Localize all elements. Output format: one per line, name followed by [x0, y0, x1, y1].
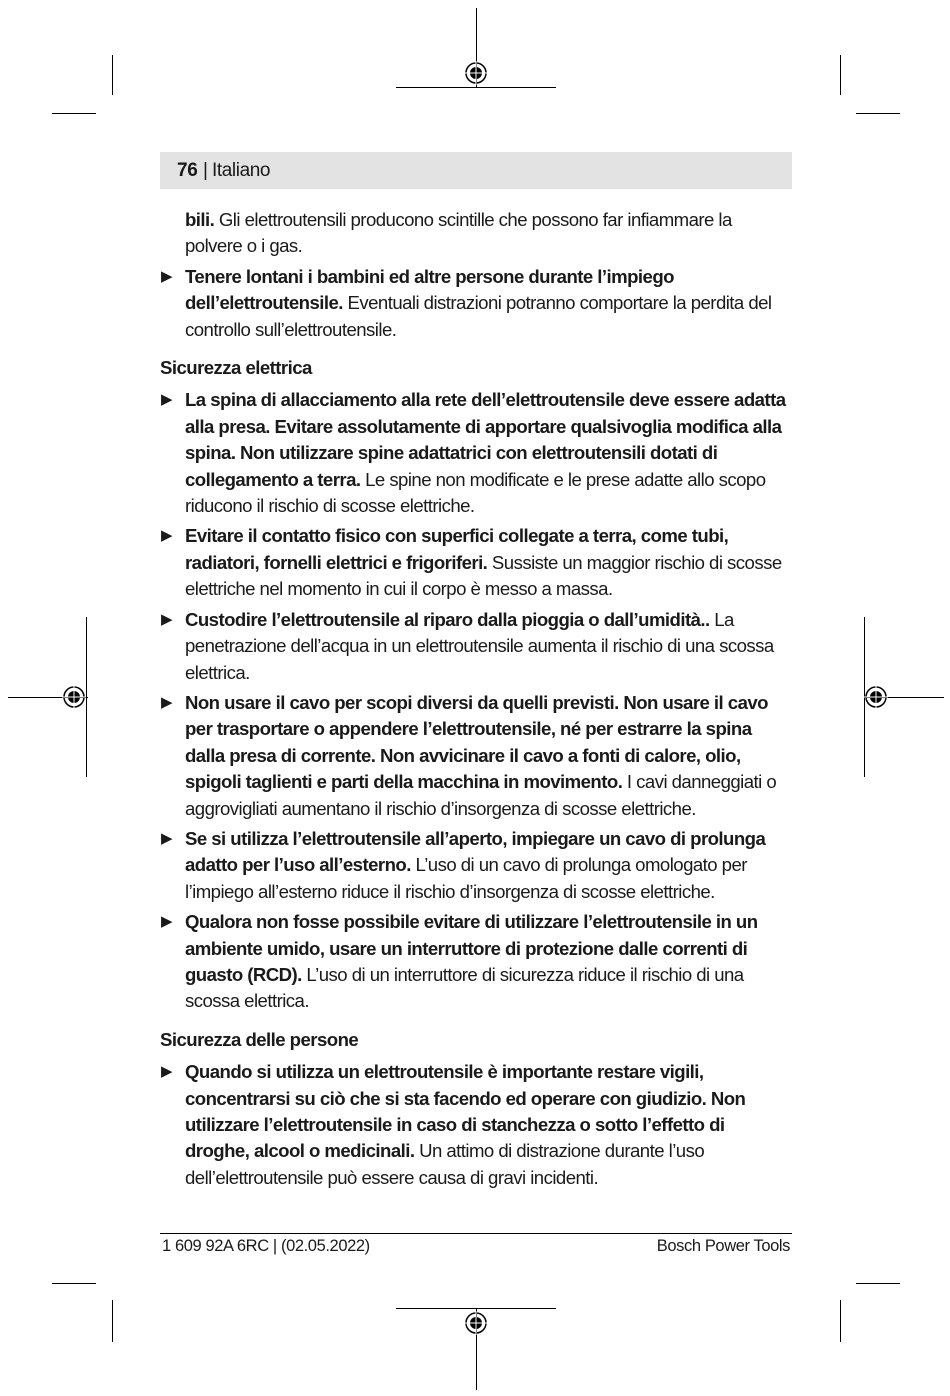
page-number: 76 [177, 160, 198, 181]
bullet-text: Le spine non modificate e le prese adatte allo scopo riducono il rischio di scosse elettriche. [185, 468, 766, 517]
bullet-item [160, 826, 792, 905]
bullet-bold: Se si utilizza l’elettroutensile all’aperto, impiegare un cavo di prolunga adatto per l’uso all’esterno. [185, 827, 766, 876]
bullet-bold: Tenere lontani i bambini ed altre persone durante l’impiego dell’elettroutensile. [185, 265, 674, 314]
crop-mark [396, 1308, 556, 1309]
section-title-personal: Sicurezza delle persone [160, 1028, 359, 1050]
page-header [160, 152, 792, 189]
crop-mark [52, 113, 96, 114]
crop-mark [856, 113, 900, 114]
bullet-bold: Evitare il contatto fisico con superfici collegate a terra, come tubi, radiatori, fornelli elettrici e frigoriferi. [185, 525, 729, 573]
bullet-triangle-icon: ▶ [161, 1063, 172, 1081]
bullet-triangle-icon: ▶ [161, 391, 172, 409]
registration-mark-icon [464, 1311, 488, 1335]
header-separator: | [203, 160, 208, 181]
page-body [160, 207, 792, 1195]
crop-mark [396, 87, 556, 88]
bullet-text: Sussiste un maggior rischio di scosse elettriche nel momento in cui il corpo è messo a massa. [185, 551, 782, 600]
bullet-bold: Custodire l’elettroutensile al riparo dalla pioggia o dall’umidità.. [185, 608, 710, 630]
bullet-bold: Quando si utilizza un elettroutensile è importante restare vigili, concentrarsi su ciò che si sta facendo ed operare con giudizio. Non utilizzare l’elettroutensile in caso di stanchezza o sotto l’effetto di droghe, alcool o medicinali. [185, 1061, 746, 1162]
header-language: Italiano [212, 160, 271, 181]
paragraph-bold: bili. [185, 209, 215, 230]
registration-mark-icon [464, 61, 488, 85]
bullet-item [160, 264, 792, 343]
bullet-triangle-icon: ▶ [161, 693, 172, 711]
bullet-triangle-icon: ▶ [161, 610, 172, 628]
bullet-text: La penetrazione dell’acqua in un elettroutensile aumenta il rischio di una scossa elettrica. [185, 608, 774, 683]
crop-mark [840, 1300, 841, 1342]
registration-mark-icon [864, 685, 888, 709]
bullet-item [160, 690, 792, 822]
bullet-item [160, 1059, 792, 1191]
section-title-electrical: Sicurezza elettrica [160, 357, 312, 379]
bullet-item [160, 909, 792, 1015]
paragraph [160, 207, 792, 260]
crop-mark [52, 1283, 96, 1284]
bullet-text: I cavi danneggiati o aggrovigliati aumentano il rischio d’insorgenza di scosse elettriche. [185, 771, 777, 819]
bullet-text: L’uso di un interruttore di sicurezza riduce il rischio di una scossa elettrica. [185, 963, 744, 1012]
bullet-bold: Non usare il cavo per scopi diversi da quelli previsti. Non usare il cavo per trasportare o appendere l’elettroutensile, né per estrarre la spina dalla presa di corrente. Non avvicinare il cavo a fonti di calore, olio, spigoli taglienti e parti della macchina in movimento. [185, 691, 768, 793]
bullet-triangle-icon: ▶ [161, 527, 172, 545]
footer-doc-code: 1 609 92A 6RC | (02.05.2022) [162, 1237, 370, 1255]
bullet-triangle-icon: ▶ [161, 913, 172, 931]
bullet-triangle-icon: ▶ [161, 829, 172, 847]
paragraph-text: Gli elettroutensili producono scintille che possono far infiammare la polvere o i gas. [185, 209, 732, 257]
bullet-triangle-icon: ▶ [161, 267, 172, 285]
bullet-text: Eventuali distrazioni potranno comportare la perdita del controllo sull’elettroutensile. [185, 292, 772, 340]
crop-mark [840, 55, 841, 95]
crop-mark [112, 55, 113, 95]
bullet-item [160, 387, 792, 519]
registration-mark-icon [62, 685, 86, 709]
bullet-bold: La spina di allacciamento alla rete dell’elettroutensile deve essere adatta alla presa. Evitare assolutamente di apportare qualsivoglia modifica alla spina. Non utilizzare spine adattatrici con elettroutensili dotati di collegamento a terra. [185, 389, 786, 490]
crop-mark [856, 1283, 900, 1284]
bullet-item [160, 523, 792, 602]
crop-mark [112, 1300, 113, 1342]
bullet-text: L’uso di un cavo di prolunga omologato per l’impiego all’esterno riduce il rischio d’insorgenza di scosse elettriche. [185, 854, 747, 902]
bullet-bold: Qualora non fosse possibile evitare di utilizzare l’elettroutensile in un ambiente umido, usare un interruttore di protezione dalle correnti di guasto (RCD). [185, 911, 758, 985]
bullet-item [160, 607, 792, 686]
bullet-text: Un attimo di distrazione durante l’uso dell’elettroutensile può essere causa di gravi incidenti. [185, 1140, 705, 1188]
footer-rule [160, 1233, 792, 1234]
footer-brand: Bosch Power Tools [656, 1237, 790, 1255]
